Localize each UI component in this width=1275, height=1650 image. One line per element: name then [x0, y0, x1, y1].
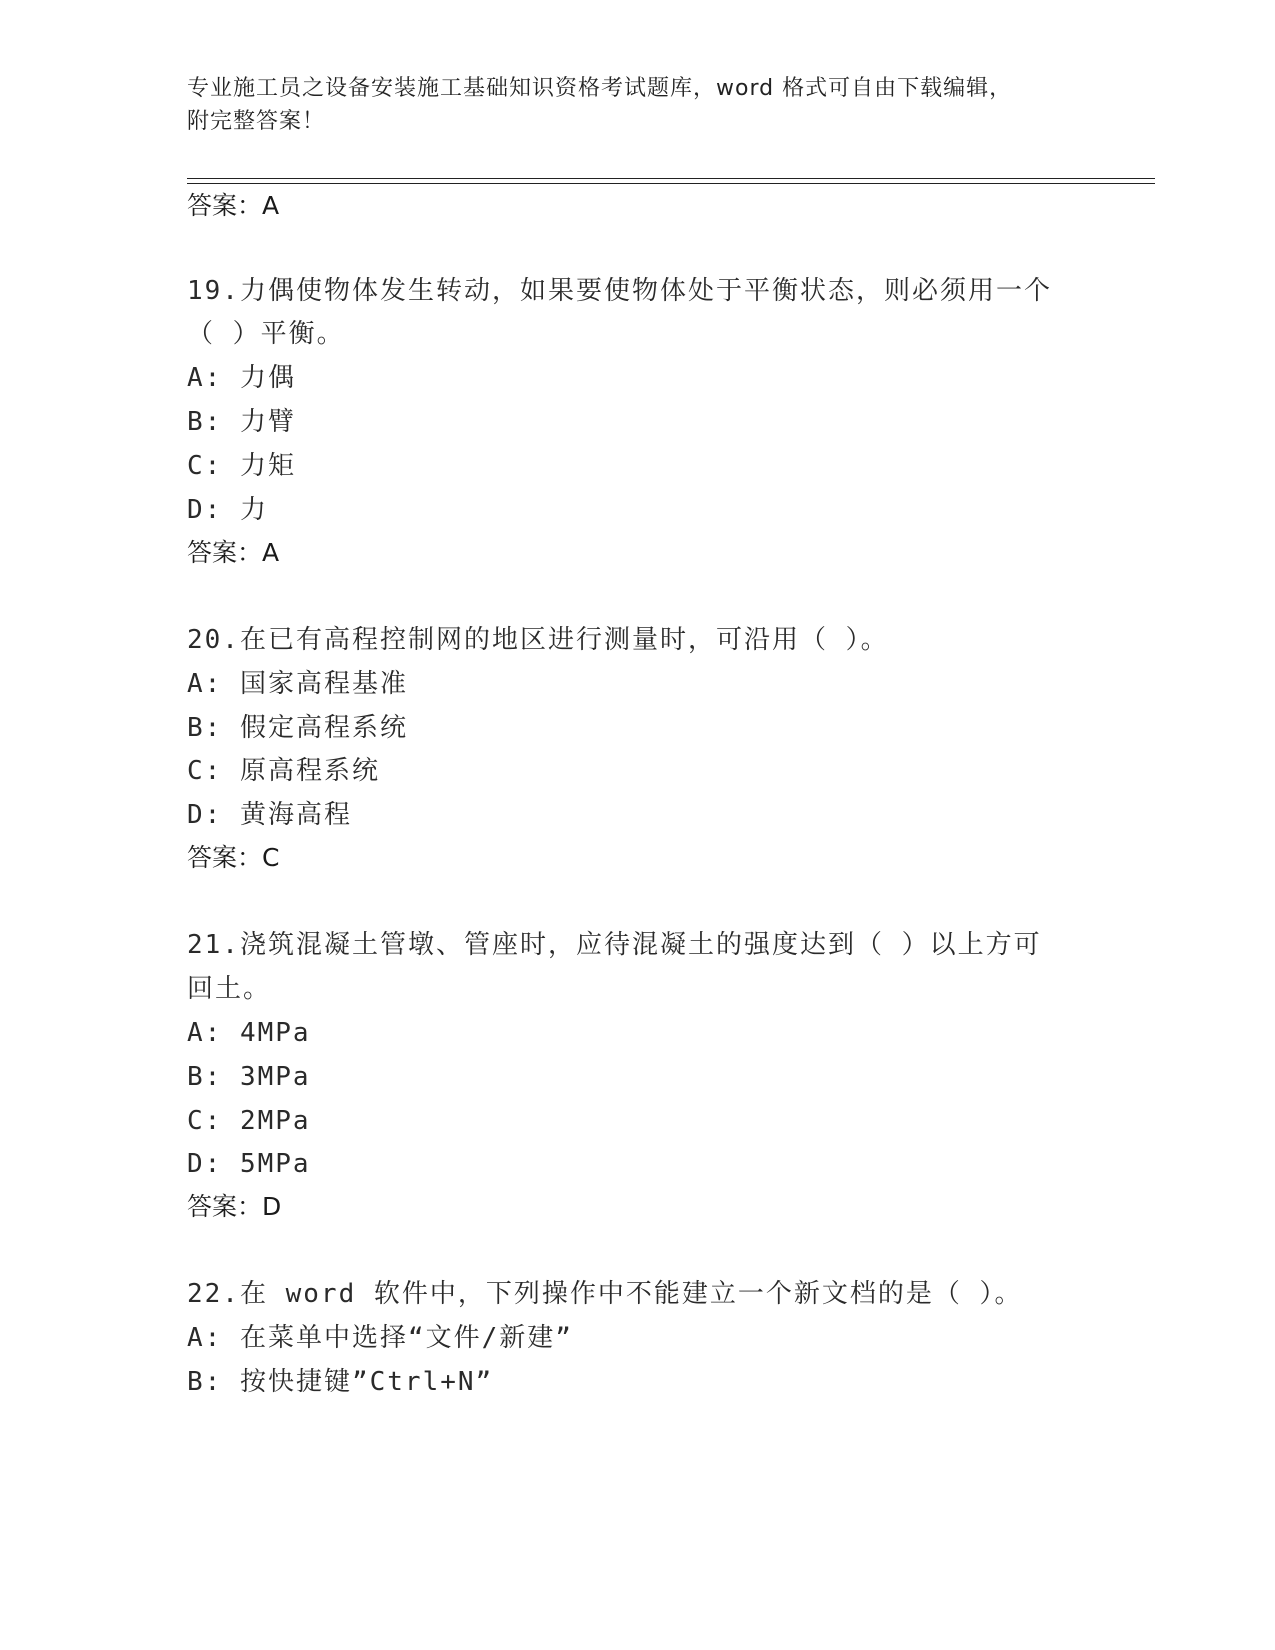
question-20-option-a: A: 国家高程基准	[187, 669, 408, 699]
question-19-stem-line-1: 19.力偶使物体发生转动，如果要使物体处于平衡状态，则必须用一个	[187, 276, 1052, 306]
question-21-option-c: C: 2MPa	[187, 1106, 311, 1136]
question-19-answer: 答案：A	[187, 538, 280, 567]
document-header	[187, 72, 1087, 138]
question-19-stem-line-2: （ ）平衡。	[187, 319, 345, 349]
question-22-option-b: B: 按快捷键”Ctrl+N”	[187, 1367, 494, 1397]
question-21-option-b: B: 3MPa	[187, 1062, 311, 1092]
header-line-1: 专业施工员之设备安装施工基础知识资格考试题库，word 格式可自由下载编辑，	[187, 76, 1013, 101]
answer-label: 答案：A	[187, 191, 280, 220]
question-20-option-d: D: 黄海高程	[187, 800, 352, 830]
question-22-stem-line-1: 22.在 word 软件中，下列操作中不能建立一个新文档的是（ ）。	[187, 1279, 1023, 1309]
question-21-stem-line-1: 21.浇筑混凝土管墩、管座时，应待混凝土的强度达到（ ）以上方可	[187, 930, 1042, 960]
header-line-2: 附完整答案！	[187, 109, 326, 134]
question-19-option-c: C: 力矩	[187, 451, 296, 481]
header-divider-top	[187, 178, 1155, 179]
question-20-stem-line-1: 20.在已有高程控制网的地区进行测量时，可沿用（ ）。	[187, 625, 889, 655]
question-21-option-a: A: 4MPa	[187, 1018, 311, 1048]
question-21-answer: 答案：D	[187, 1192, 282, 1221]
question-20-option-b: B: 假定高程系统	[187, 713, 408, 743]
question-20-option-c: C: 原高程系统	[187, 756, 380, 786]
question-19-option-a: A: 力偶	[187, 363, 296, 393]
question-21-stem-line-2: 回土。	[187, 974, 272, 1004]
header-divider-bottom	[187, 183, 1155, 184]
question-19-option-d: D: 力	[187, 495, 268, 525]
question-19-option-b: B: 力臂	[187, 407, 296, 437]
question-22-option-a: A: 在菜单中选择“文件/新建”	[187, 1323, 573, 1353]
question-20-answer: 答案：C	[187, 843, 280, 872]
question-21-option-d: D: 5MPa	[187, 1149, 311, 1179]
